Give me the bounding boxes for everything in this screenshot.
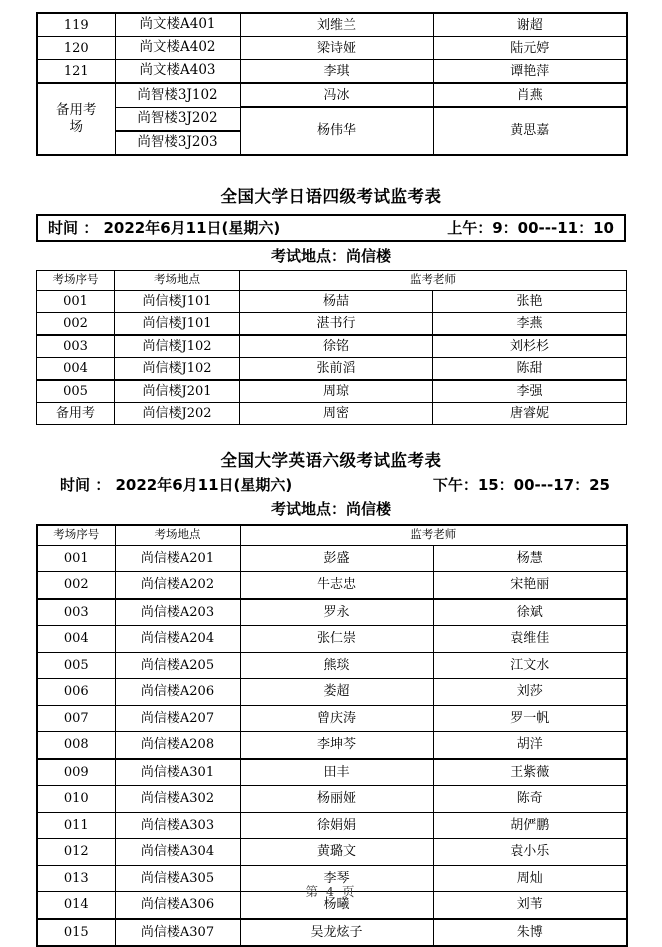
- spare-room-label: 备用考场: [37, 83, 115, 155]
- japanese-venue: 考试地点：尚信楼: [36, 245, 626, 266]
- room-place: 尚信楼J101: [115, 290, 240, 312]
- room-place: 尚信楼A306: [115, 892, 240, 919]
- table-row: [37, 380, 627, 403]
- japanese-time-row: [36, 214, 626, 242]
- table-row: [37, 572, 627, 599]
- table-row: [37, 919, 627, 947]
- column-header-invigilators: 监考老师: [240, 525, 627, 546]
- room-no: 008: [37, 732, 115, 759]
- english-time-date: 时间 ： 2022年6月11日(星期六): [60, 474, 292, 495]
- invigilator-1: 田丰: [240, 759, 433, 786]
- column-header-no: 考场序号: [37, 525, 115, 546]
- japanese-time-date: 时间 ： 2022年6月11日(星期六): [48, 217, 280, 238]
- table-row: [37, 732, 627, 759]
- table-row: [37, 335, 627, 358]
- invigilator-2: 袁维佳: [433, 626, 627, 653]
- invigilator-2: 王紫薇: [433, 759, 627, 786]
- room-place: 尚信楼A302: [115, 786, 240, 813]
- english-time-row: [36, 473, 626, 497]
- table-row: [37, 759, 627, 786]
- invigilator-2: 袁小乐: [433, 839, 627, 866]
- room-place: 尚信楼A304: [115, 839, 240, 866]
- room-no: 备用考: [37, 402, 115, 424]
- room-place: 尚信楼A208: [115, 732, 240, 759]
- invigilator-2: 胡洋: [433, 732, 627, 759]
- room-no: 006: [37, 679, 115, 706]
- invigilator-2: 谭艳萍: [433, 60, 627, 84]
- room-place: 尚智楼3J203: [115, 131, 240, 155]
- invigilator-1: 周琼: [240, 380, 433, 403]
- invigilator-1: 黄璐文: [240, 839, 433, 866]
- invigilator-1: 梁诗娅: [240, 37, 433, 60]
- invigilator-2: 肖燕: [433, 83, 627, 107]
- english-time-period: 下午：15：00---17：25: [433, 474, 610, 495]
- invigilator-1: 杨喆: [240, 290, 433, 312]
- invigilator-1: 湛书行: [240, 312, 433, 335]
- room-place: 尚文楼A402: [115, 37, 240, 60]
- invigilator-2: 宋艳丽: [433, 572, 627, 599]
- table-row: [37, 679, 627, 706]
- room-place: 尚信楼A301: [115, 759, 240, 786]
- room-place: 尚信楼A307: [115, 919, 240, 947]
- table-row: [37, 652, 627, 679]
- japanese-exam-section: [36, 156, 626, 425]
- invigilator-2: 陆元婷: [433, 37, 627, 60]
- table-row: [37, 312, 627, 335]
- invigilator-2: 刘苇: [433, 892, 627, 919]
- invigilator-1: 李琴: [240, 865, 433, 892]
- invigilator-2: 江文水: [433, 652, 627, 679]
- room-place: 尚信楼A204: [115, 626, 240, 653]
- room-place: 尚信楼A207: [115, 705, 240, 732]
- table-row-spare: [37, 83, 627, 107]
- room-place: 尚信楼J202: [115, 402, 240, 424]
- room-place: 尚文楼A401: [115, 13, 240, 37]
- room-no: 012: [37, 839, 115, 866]
- page-footer: 第 4 页: [0, 882, 662, 900]
- room-place: 尚信楼A202: [115, 572, 240, 599]
- invigilator-1: 张前滔: [240, 357, 433, 380]
- room-no: 007: [37, 705, 115, 732]
- table-row: [37, 13, 627, 37]
- invigilator-2: 陈甜: [433, 357, 627, 380]
- table-row: [37, 60, 627, 84]
- invigilator-1: 娄超: [240, 679, 433, 706]
- table-row: [37, 626, 627, 653]
- room-place: 尚信楼J102: [115, 357, 240, 380]
- japanese-invigilation-table: [36, 270, 627, 425]
- invigilator-1: 李琪: [240, 60, 433, 84]
- column-header-no: 考场序号: [37, 270, 115, 290]
- room-place: 尚信楼J101: [115, 312, 240, 335]
- table-row: [37, 599, 627, 626]
- invigilator-1: 杨丽娅: [240, 786, 433, 813]
- invigilator-2: 陈奇: [433, 786, 627, 813]
- invigilator-2: 李强: [433, 380, 627, 403]
- invigilator-1: 彭盛: [240, 545, 433, 572]
- room-no: 120: [37, 37, 115, 60]
- room-no: 010: [37, 786, 115, 813]
- room-no: 001: [37, 545, 115, 572]
- invigilator-1: 牛志忠: [240, 572, 433, 599]
- room-no: 002: [37, 312, 115, 335]
- table-row: [37, 839, 627, 866]
- invigilator-1: 徐娟娟: [240, 812, 433, 839]
- room-no: 005: [37, 652, 115, 679]
- invigilator-1: 冯冰: [240, 83, 433, 107]
- invigilator-2: 张艳: [433, 290, 627, 312]
- room-no: 004: [37, 357, 115, 380]
- room-no: 005: [37, 380, 115, 403]
- invigilator-1: 周密: [240, 402, 433, 424]
- invigilator-2: 谢超: [433, 13, 627, 37]
- room-place: 尚信楼A201: [115, 545, 240, 572]
- invigilator-1: 徐铭: [240, 335, 433, 358]
- room-no: 002: [37, 572, 115, 599]
- english-exam-section: [36, 425, 626, 947]
- invigilator-2: 刘杉杉: [433, 335, 627, 358]
- table-row-spare: [37, 107, 627, 131]
- invigilator-1: 罗永: [240, 599, 433, 626]
- table-row: [37, 705, 627, 732]
- room-no: 119: [37, 13, 115, 37]
- invigilator-2: 胡俨鹏: [433, 812, 627, 839]
- room-no: 013: [37, 865, 115, 892]
- invigilator-1: 李坤芩: [240, 732, 433, 759]
- invigilator-1: 杨伟华: [240, 107, 433, 155]
- table-row: [37, 786, 627, 813]
- table-header-row: [37, 270, 627, 290]
- invigilator-2: 朱博: [433, 919, 627, 947]
- continuation-table: [36, 12, 628, 156]
- room-no: 015: [37, 919, 115, 947]
- table-row: [37, 402, 627, 424]
- invigilator-1: 熊琰: [240, 652, 433, 679]
- table-row: [37, 290, 627, 312]
- table-row: [37, 37, 627, 60]
- table-header-row: [37, 525, 627, 546]
- room-place: 尚信楼A206: [115, 679, 240, 706]
- room-place: 尚信楼A303: [115, 812, 240, 839]
- room-no: 004: [37, 626, 115, 653]
- japanese-time-period: 上午：9：00---11：10: [447, 217, 614, 238]
- room-no: 001: [37, 290, 115, 312]
- english-section-title: 全国大学英语六级考试监考表: [36, 447, 626, 471]
- room-no: 003: [37, 599, 115, 626]
- room-place: 尚信楼J102: [115, 335, 240, 358]
- table-row: [37, 812, 627, 839]
- invigilator-2: 黄思嘉: [433, 107, 627, 155]
- room-place: 尚信楼A205: [115, 652, 240, 679]
- invigilator-1: 刘维兰: [240, 13, 433, 37]
- room-no: 011: [37, 812, 115, 839]
- invigilator-2: 李燕: [433, 312, 627, 335]
- column-header-place: 考场地点: [115, 270, 240, 290]
- room-place: 尚智楼3J102: [115, 83, 240, 107]
- room-place: 尚信楼A203: [115, 599, 240, 626]
- room-no: 121: [37, 60, 115, 84]
- invigilator-2: 罗一帆: [433, 705, 627, 732]
- invigilator-1: 曾庆涛: [240, 705, 433, 732]
- invigilator-2: 杨慧: [433, 545, 627, 572]
- invigilator-1: 吴龙炫子: [240, 919, 433, 947]
- english-venue: 考试地点：尚信楼: [36, 498, 626, 519]
- japanese-section-title: 全国大学日语四级考试监考表: [36, 183, 626, 207]
- room-no: 003: [37, 335, 115, 358]
- room-place: 尚文楼A403: [115, 60, 240, 84]
- invigilator-1: 张仁崇: [240, 626, 433, 653]
- table-row: [37, 545, 627, 572]
- room-place: 尚信楼J201: [115, 380, 240, 403]
- column-header-invigilators: 监考老师: [240, 270, 627, 290]
- room-place: 尚信楼A305: [115, 865, 240, 892]
- invigilator-2: 刘莎: [433, 679, 627, 706]
- invigilator-1: 杨曦: [240, 892, 433, 919]
- invigilator-2: 唐睿妮: [433, 402, 627, 424]
- room-place: 尚智楼3J202: [115, 107, 240, 131]
- invigilator-2: 周灿: [433, 865, 627, 892]
- table-row: [37, 357, 627, 380]
- room-no: 009: [37, 759, 115, 786]
- invigilator-2: 徐斌: [433, 599, 627, 626]
- room-no: 014: [37, 892, 115, 919]
- column-header-place: 考场地点: [115, 525, 240, 546]
